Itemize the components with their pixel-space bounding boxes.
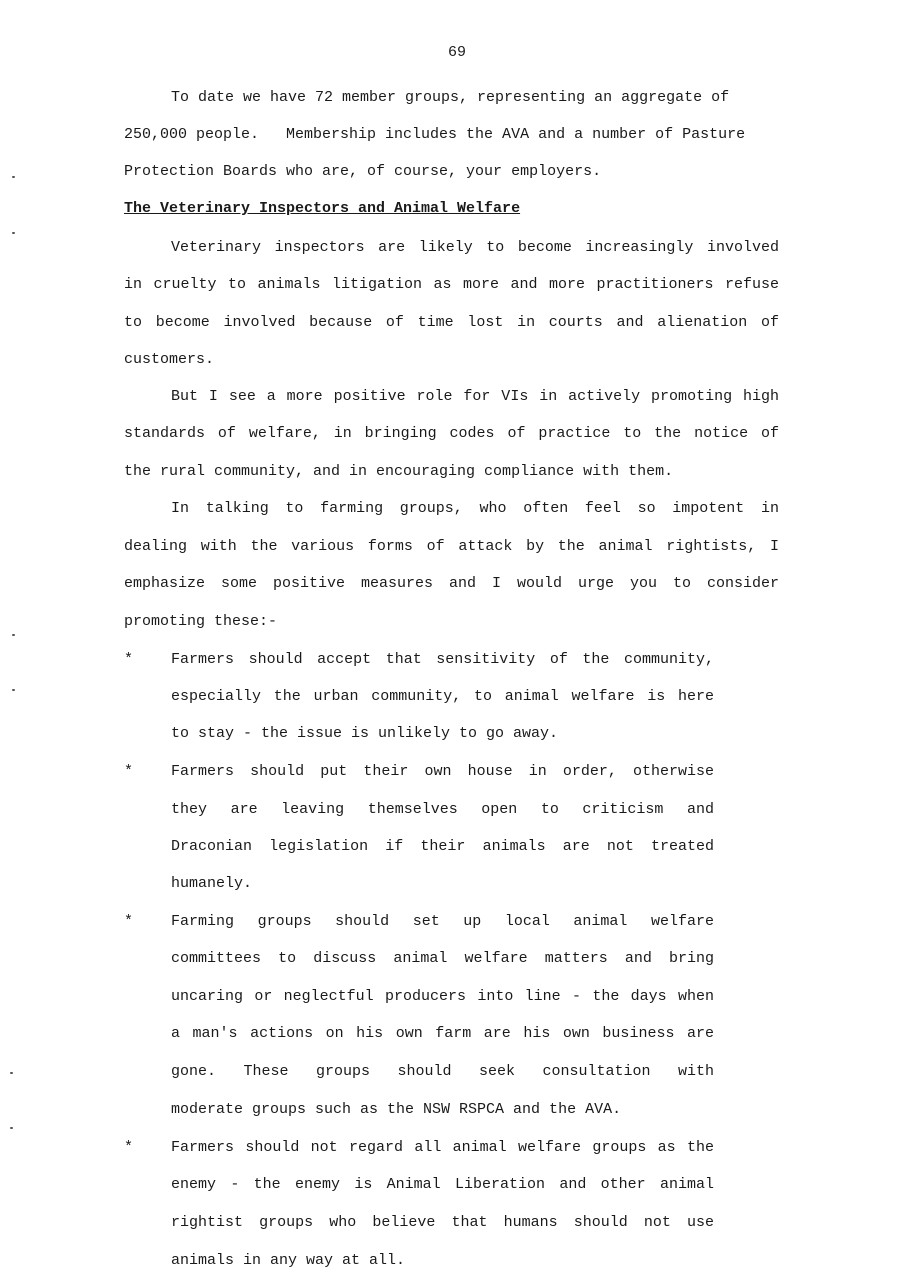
para3-line-3: the rural community, and in encouraging compliance with them.	[124, 463, 674, 480]
para2-line-2: in cruelty to animals litigation as more and more practitioners refuse	[124, 276, 779, 293]
para1-line-2: 250,000 people. Membership includes the AVA and a number of Pasture	[124, 126, 746, 143]
bullet2-line-4: humanely.	[171, 875, 253, 892]
bullet-marker-2: *	[124, 763, 134, 780]
bullet4-line-1: Farmers should not regard all animal welfare groups as the	[171, 1139, 714, 1156]
bullet-marker-1: *	[124, 651, 134, 668]
scan-speck	[12, 176, 15, 178]
para4-line-2: dealing with the various forms of attack by the animal rightists, I	[124, 538, 779, 555]
para2-line-3: to become involved because of time lost in courts and alienation of	[124, 314, 779, 331]
page-number: 69	[447, 44, 466, 61]
para4-line-4: promoting these:-	[124, 613, 278, 630]
bullet2-line-2: they are leaving themselves open to criticism and	[171, 801, 714, 818]
bullet-marker-3: *	[124, 913, 134, 930]
bullet3-line-5: gone. These groups should seek consultation with	[171, 1063, 714, 1080]
para4-line-3: emphasize some positive measures and I would urge you to consider	[124, 575, 779, 592]
scan-speck	[10, 1127, 13, 1129]
bullet2-line-1: Farmers should put their own house in order, otherwise	[171, 763, 714, 780]
bullet1-line-3: to stay - the issue is unlikely to go away.	[171, 725, 559, 742]
para3-line-1: But I see a more positive role for VIs in actively promoting high	[171, 388, 779, 405]
bullet3-line-3: uncaring or neglectful producers into line - the days when	[171, 988, 714, 1005]
para3-line-2: standards of welfare, in bringing codes of practice to the notice of	[124, 425, 779, 442]
bullet3-line-1: Farming groups should set up local animal welfare	[171, 913, 714, 930]
bullet3-line-4: a man's actions on his own farm are his own business are	[171, 1025, 714, 1042]
scan-speck	[10, 1072, 13, 1074]
para1-line-1: To date we have 72 member groups, representing an aggregate of	[171, 89, 730, 106]
bullet1-line-2: especially the urban community, to animal welfare is here	[171, 688, 714, 705]
para4-line-1: In talking to farming groups, who often feel so impotent in	[171, 500, 779, 517]
scan-speck	[12, 634, 15, 636]
para2-line-4: customers.	[124, 351, 215, 368]
section-heading: The Veterinary Inspectors and Animal Welfare	[124, 200, 521, 217]
bullet2-line-3: Draconian legislation if their animals are not treated	[171, 838, 714, 855]
bullet4-line-3: rightist groups who believe that humans should not use	[171, 1214, 714, 1231]
bullet-marker-4: *	[124, 1139, 134, 1156]
bullet3-line-2: committees to discuss animal welfare matters and bring	[171, 950, 714, 967]
scan-speck	[12, 689, 15, 691]
bullet3-line-6: moderate groups such as the NSW RSPCA and the AVA.	[171, 1101, 622, 1118]
bullet4-line-2: enemy - the enemy is Animal Liberation and other animal	[171, 1176, 714, 1193]
scan-speck	[12, 232, 15, 234]
para2-line-1: Veterinary inspectors are likely to become increasingly involved	[171, 239, 779, 256]
bullet4-line-4: animals in any way at all.	[171, 1252, 406, 1269]
para1-line-3: Protection Boards who are, of course, your employers.	[124, 163, 602, 180]
bullet1-line-1: Farmers should accept that sensitivity of the community,	[171, 651, 714, 668]
